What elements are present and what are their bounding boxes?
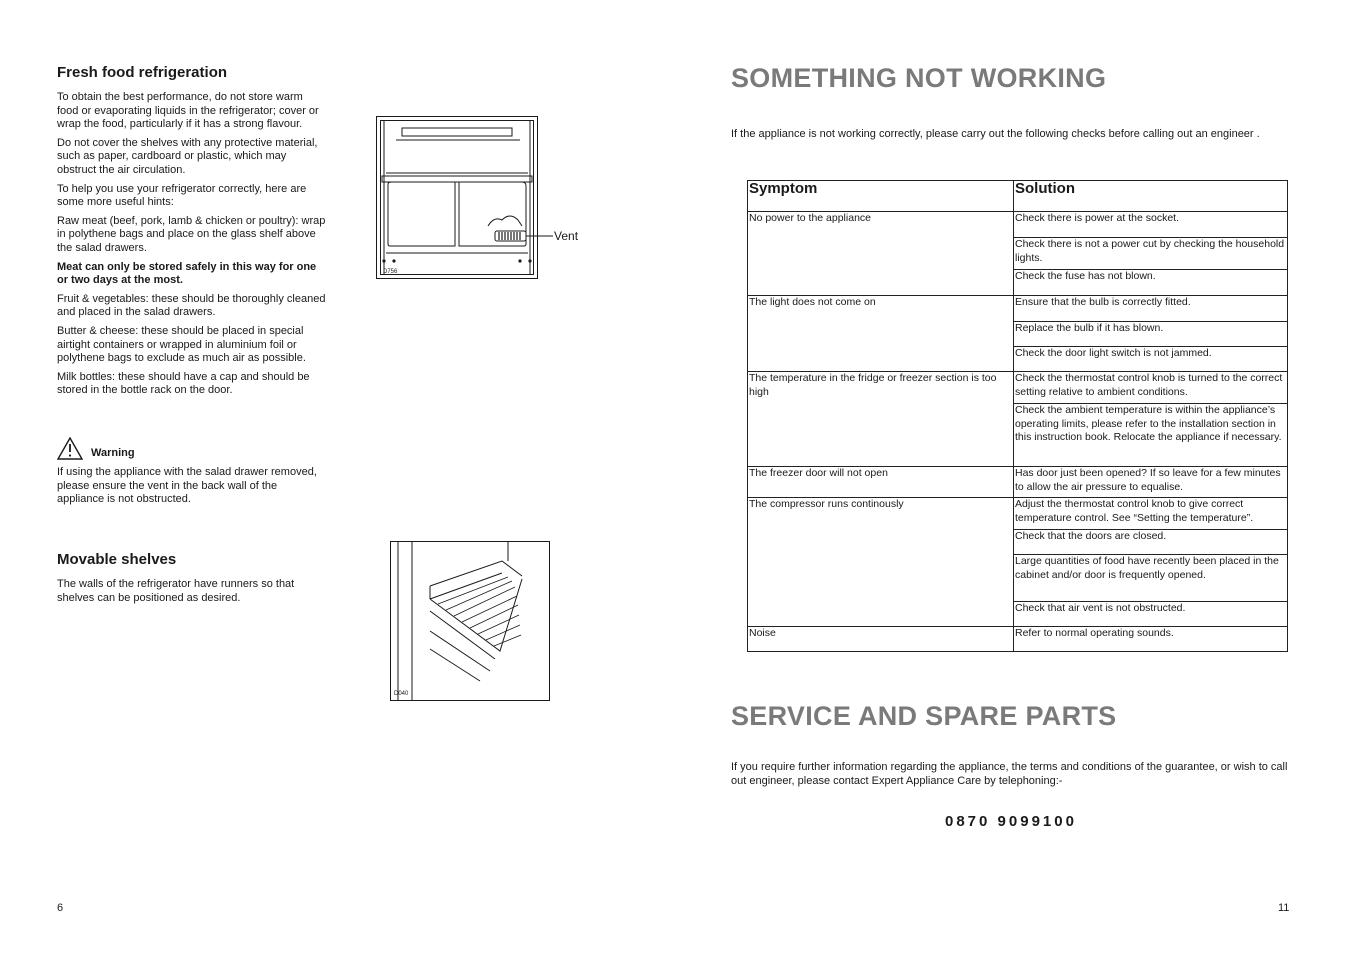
solution-cell: Check there is power at the socket.: [1014, 212, 1288, 238]
paragraph: Milk bottles: these should have a cap and should be stored in the bottle rack on the door.: [57, 370, 310, 397]
page-number-right: 11: [1278, 902, 1290, 914]
paragraph: To help you use your refrigerator correctly, here are some more useful hints:: [57, 182, 307, 209]
solution-cell: Check the ambient temperature is within the appliance’s operating limits, please refer to the installation section in this instruction book. Relocate the appliance if necessary.: [1014, 404, 1288, 467]
left-column: [57, 64, 327, 403]
solution-cell: Check that air vent is not obstructed.: [1014, 602, 1288, 627]
table-row: [748, 296, 1288, 322]
fridge-interior-drawing: [376, 116, 591, 280]
something-not-working-title: SOMETHING NOT WORKING: [731, 63, 1107, 93]
solution-cell: Check that the doors are closed.: [1014, 530, 1288, 555]
symptom-cell: The temperature in the fridge or freezer section is too high: [748, 372, 1014, 467]
shelf-runners-drawing: [390, 541, 552, 702]
table-row: [748, 372, 1288, 404]
symptom-cell: The freezer door will not open: [748, 467, 1014, 498]
service-text: If you require further information regarding the appliance, the terms and conditions of the guarantee, or wish to call out engineer, please contact Expert Appliance Care by telephoning:-: [731, 761, 1288, 787]
warning-block: [57, 437, 327, 507]
solution-cell: Refer to normal operating sounds.: [1014, 627, 1288, 652]
paragraph: Fruit & vegetables: these should be thoroughly cleaned and placed in the salad drawers.: [57, 292, 326, 319]
solution-cell: Check the fuse has not blown.: [1014, 270, 1288, 296]
fig1-code: D756: [383, 269, 398, 275]
troubleshooting-table: [747, 180, 1288, 652]
movable-shelves-illustration: [390, 541, 552, 702]
page-number-left: 6: [57, 902, 64, 914]
solution-cell: Check the door light switch is not jammed.: [1014, 347, 1288, 372]
intro-text: If the appliance is not working correctly, please carry out the following checks before calling out an engineer .: [731, 128, 1260, 140]
warning-triangle-icon: [57, 437, 83, 460]
movable-shelves-text: The walls of the refrigerator have runners so that shelves can be positioned as desired.: [57, 578, 295, 604]
meat-storage-note: Meat can only be stored safely in this way for one or two days at the most.: [57, 260, 317, 287]
movable-shelves-block: [57, 551, 327, 605]
table-header-row: [748, 181, 1288, 212]
table-row: [748, 627, 1288, 652]
vent-label: Vent: [554, 229, 579, 243]
fresh-food-heading: Fresh food refrigeration: [57, 64, 228, 81]
solution-cell: Check the thermostat control knob is turned to the correct setting relative to ambient conditions.: [1014, 372, 1288, 404]
solution-cell: Ensure that the bulb is correctly fitted.: [1014, 296, 1288, 322]
salad-drawer-illustration: [376, 116, 591, 280]
solution-cell: Large quantities of food have recently been placed in the cabinet and/or door is frequently opened.: [1014, 555, 1288, 602]
paragraph: Raw meat (beef, pork, lamb & chicken or poultry): wrap in polythene bags and place on the glass shelf above the salad drawers.: [57, 214, 326, 254]
paragraph: Do not cover the shelves with any protective material, such as paper, cardboard or plastic, which may obstruct the air circulation.: [57, 136, 318, 176]
symptom-cell: The light does not come on: [748, 296, 1014, 372]
movable-shelves-heading: Movable shelves: [57, 551, 177, 568]
table-row: [748, 498, 1288, 530]
symptom-header: Symptom: [748, 181, 1014, 212]
phone-number: 0870 9099100: [945, 813, 1077, 830]
paragraph: Butter & cheese: these should be placed in special airtight containers or wrapped in aluminium foil or polythene bags to exclude as much air as possible.: [57, 324, 306, 365]
solution-header: Solution: [1014, 181, 1288, 212]
paragraph: To obtain the best performance, do not store warm food or evaporating liquids in the refrigerator; cover or wrap the food, particularly if it has a strong flavour.: [57, 91, 319, 131]
symptom-cell: Noise: [748, 627, 1014, 652]
table-row: [748, 467, 1288, 498]
fig2-code: D040: [394, 691, 409, 697]
solution-cell: Adjust the thermostat control knob to give correct temperature control. See “Setting the temperature”.: [1014, 498, 1288, 530]
symptom-cell: The compressor runs continously: [748, 498, 1014, 627]
warning-text: If using the appliance with the salad drawer removed, please ensure the vent in the back wall of the appliance is not obstructed.: [57, 466, 317, 506]
solution-cell: Replace the bulb if it has blown.: [1014, 322, 1288, 347]
solution-cell: Check there is not a power cut by checking the household lights.: [1014, 238, 1288, 270]
symptom-cell: No power to the appliance: [748, 212, 1014, 296]
service-title: SERVICE AND SPARE PARTS: [731, 701, 1117, 731]
table-row: [748, 212, 1288, 238]
warning-label: Warning: [91, 447, 135, 459]
solution-cell: Has door just been opened? If so leave for a few minutes to allow the air pressure to equalise.: [1014, 467, 1288, 498]
